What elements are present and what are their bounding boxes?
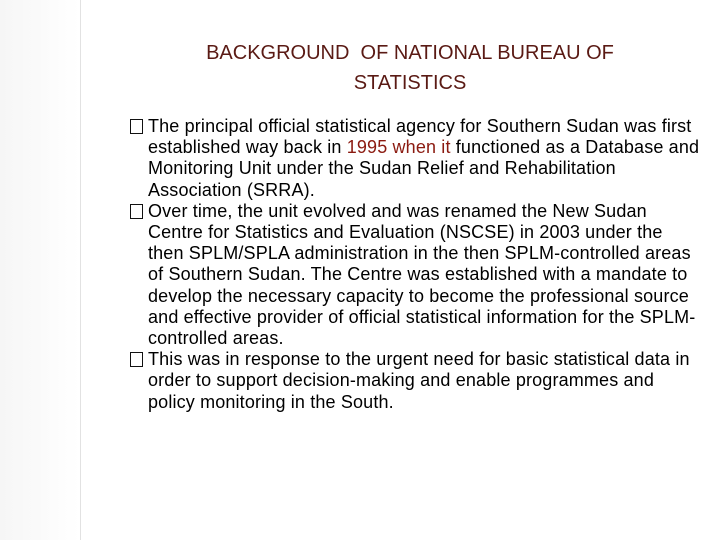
bullet-text: The principal official statistical agency for Southern Sudan was first established way back in: [148, 116, 692, 158]
left-decorative-band: [0, 0, 80, 540]
bullet-item: [130, 349, 700, 413]
bullet-text: Over time, the unit evolved and was renamed the New Sudan Centre for Statistics and Evaluation (NSCSE) in 2003 under the then SPLM/SPLA administration in the then SPLM-controlled areas of Southern Sudan. The Centre was established with a mandate to develop the necessary capacity to become the professional source and effective provider of official statistical information for the SPLM-controlled areas.: [148, 200, 696, 349]
bullet-list: [130, 116, 700, 413]
bullet-box-icon: [130, 119, 143, 134]
bullet-highlight-text: 1995 when it: [346, 137, 451, 158]
bullet-box-icon: [130, 204, 143, 219]
bullet-text: This was in response to the urgent need for basic statistical data in order to support decision-making and enable programmes and policy monitoring in the South.: [148, 349, 690, 412]
slide-title: BACKGROUND OF NATIONAL BUREAU OF STATISTICS: [206, 42, 614, 94]
bullet-item: [130, 116, 700, 201]
left-divider-line: [80, 0, 81, 540]
bullet-text: functioned as a Database and Monitoring Unit under the Sudan Relief and Rehabilitation Association (SRRA).: [148, 137, 700, 200]
bullet-box-icon: [130, 352, 143, 367]
bullet-item: [130, 201, 700, 349]
